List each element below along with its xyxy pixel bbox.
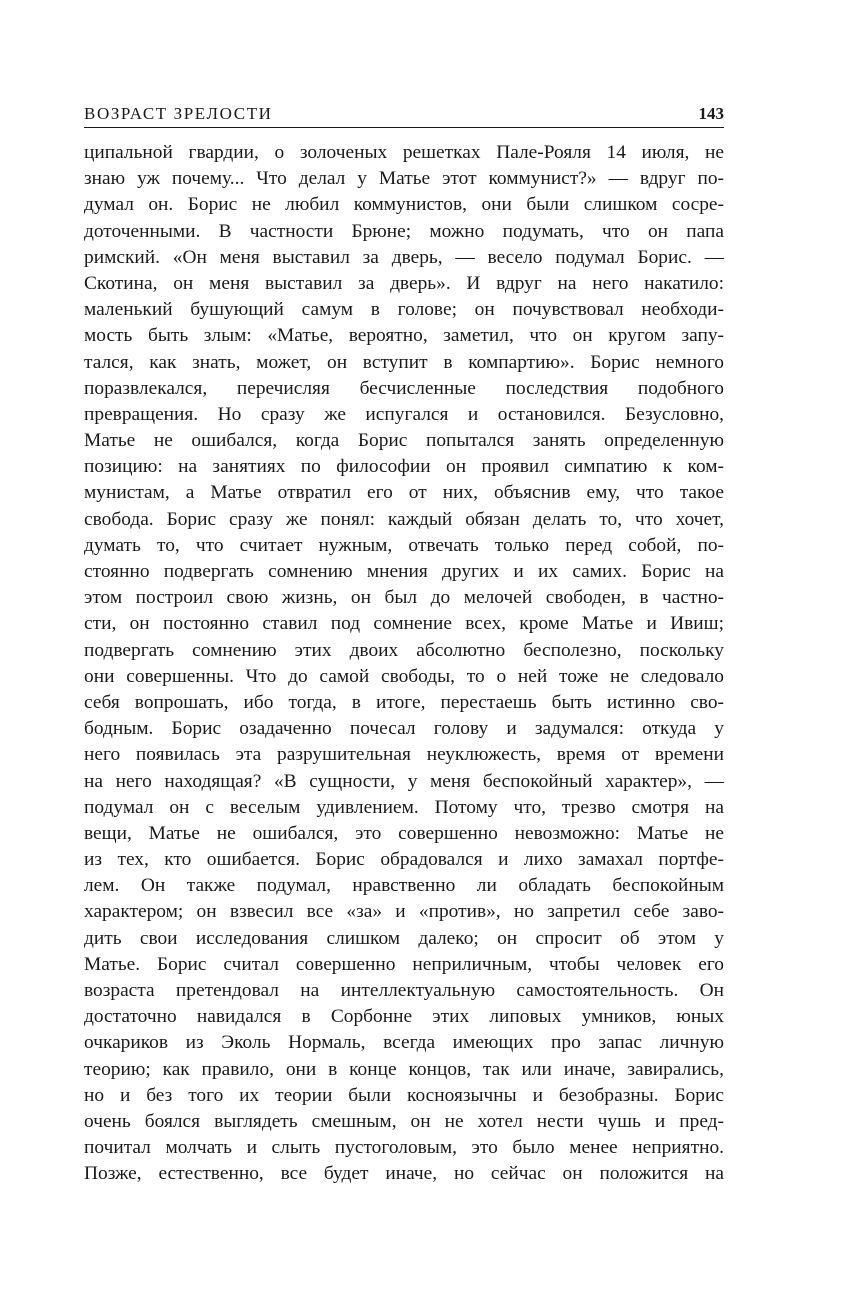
text-line: позицию: на занятиях по философии он проявил симпатию к ком- [84,456,724,478]
text-line: доточенными. В частности Брюне; можно подумать, что он папа [84,220,724,242]
text-line: но и без того их теории были косноязычны и безобразны. Борис [84,1084,724,1106]
text-line: очкариков из Эколь Нормаль, всегда имеющих про запас личную [84,1032,724,1054]
text-line: думать то, что считает нужным, отвечать только перед собой, по- [84,534,724,556]
text-line: сти, он постоянно ставил под сомнение всех, кроме Матье и Ивиш; [84,613,724,635]
text-line: лем. Он также подумал, нравственно ли обладать беспокойным [84,875,724,897]
text-line: Скотина, он меня выставил за дверь». И вдруг на него накатило: [84,272,724,294]
text-line: вещи, Матье не ошибался, это совершенно невозможно: Матье не [84,822,724,844]
running-header [84,103,724,128]
text-line: мунистам, а Матье отвратил его от них, объяснив ему, что такое [84,482,724,504]
text-line: подвергать сомнению этих двоих абсолютно бесполезно, поскольку [84,639,724,661]
text-line: Позже, естественно, все будет иначе, но сейчас он положится на [84,1163,724,1185]
text-line: Матье. Борис считал совершенно неприличным, чтобы человек его [84,953,724,975]
text-line: себя вопрошать, ибо тогда, в итоге, перестаешь быть истинно сво- [84,691,724,713]
text-line: возраста претендовал на интеллектуальную самостоятельность. Он [84,980,724,1001]
text-line: тался, как знать, может, он вступит в компартию». Борис немного [84,351,724,373]
text-line: они совершенны. Что до самой свободы, то о ней тоже не следовало [84,665,724,687]
text-line: мость быть злым: «Матье, вероятно, заметил, что он кругом запу- [84,325,724,347]
text-line: маленький бушующий самум в голове; он почувствовал необходи- [84,299,724,321]
text-line: ципальной гвардии, о золоченых решетках Пале-Рояля 14 июля, не [84,142,724,163]
text-line: бодным. Борис озадаченно почесал голову и задумался: откуда у [84,718,724,740]
text-line: этом построил свою жизнь, он был до мелочей свободен, в частно- [84,587,724,609]
text-line: Матье не ошибался, когда Борис попытался занять определенную [84,430,724,452]
text-line: поразвлекался, перечисляя бесчисленные последствия подобного [84,377,724,399]
text-line: теорию; как правило, они в конце концов, так или иначе, завирались, [84,1058,724,1080]
text-line: стоянно подвергать сомнению мнения других и их самих. Борис на [84,561,724,582]
text-line: свобода. Борис сразу же понял: каждый обязан делать то, что хочет, [84,508,724,530]
body-text [84,140,724,1188]
text-line: почитал молчать и слыть пустоголовым, это было менее неприятно. [84,1137,724,1159]
text-line: достаточно навидался в Сорбонне этих липовых умников, юных [84,1006,724,1028]
text-line: дить свои исследования слишком далеко; он спросит об этом у [84,927,724,949]
text-line: на него находящая? «В сущности, у меня беспокойный характер», — [84,770,724,792]
text-line: думал он. Борис не любил коммунистов, они были слишком сосре- [84,194,724,216]
text-line: знаю уж почему... Что делал у Матье этот коммунист?» — вдруг по- [84,168,724,190]
page-number: 143 [698,104,724,123]
text-line: превращения. Но сразу же испугался и остановился. Безусловно, [84,403,724,425]
text-line: характером; он взвесил все «за» и «против», но запретил себе заво- [84,901,724,923]
text-line: римский. «Он меня выставил за дверь, — весело подумал Борис. — [84,246,724,268]
running-title: ВОЗРАСТ ЗРЕЛОСТИ [84,104,273,123]
text-line: из тех, кто ошибается. Борис обрадовался и лихо замахал портфе- [84,849,724,871]
text-line: него появилась эта разрушительная неуклюжесть, время от времени [84,744,724,766]
text-line: подумал он с веселым удивлением. Потому что, трезво смотря на [84,796,724,818]
text-line: очень боялся выглядеть смешным, он не хотел нести чушь и пред- [84,1110,724,1132]
